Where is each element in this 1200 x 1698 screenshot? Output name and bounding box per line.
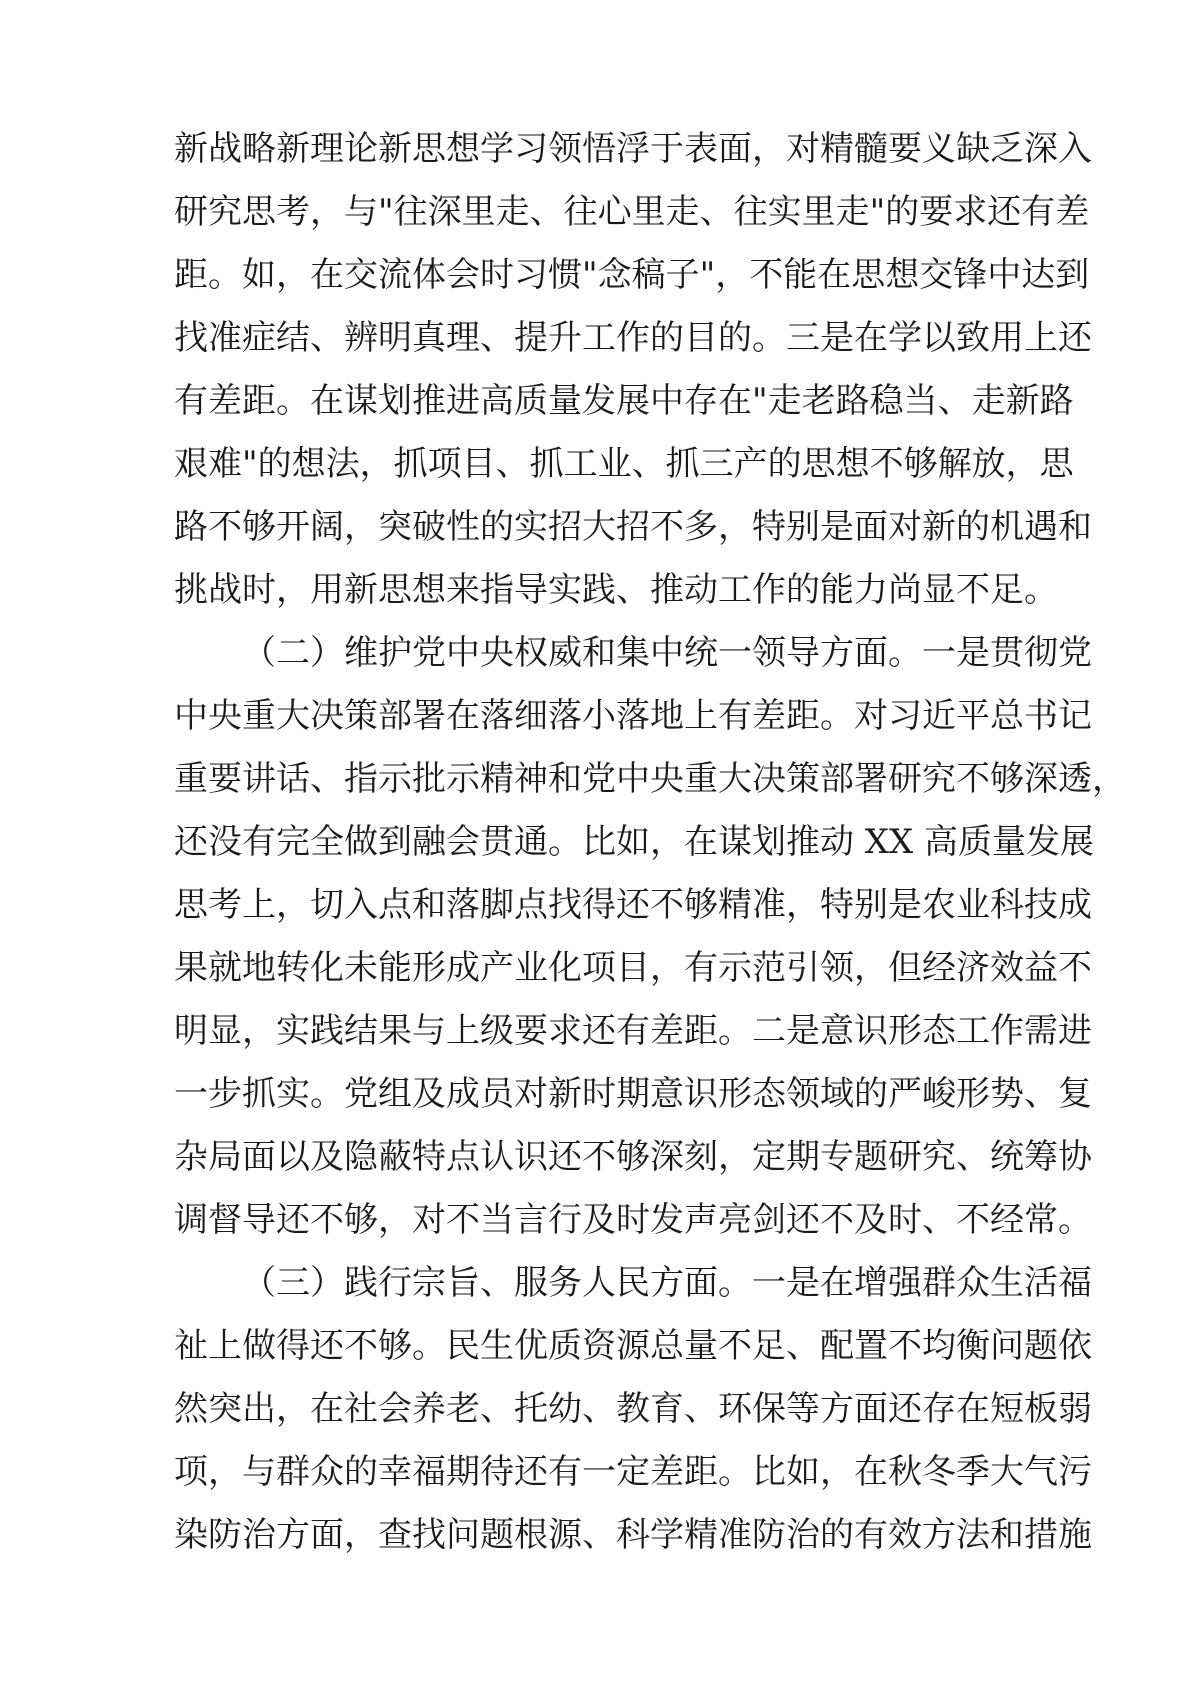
text-line: 挑战时，用新思想来指导实践、推动工作的能力尚显不足。 [174, 570, 1058, 610]
text-line: （二）维护党中央权威和集中统一领导方面。一是贯彻党 [242, 633, 1092, 673]
text-line: 路不够开阔，突破性的实招大招不多，特别是面对新的机遇和 [174, 507, 1092, 547]
text-line: 项，与群众的幸福期待还有一定差距。比如，在秋冬季大气污 [174, 1452, 1092, 1492]
text-line: 明显，实践结果与上级要求还有差距。二是意识形态工作需进 [174, 1011, 1092, 1051]
text-line: 重要讲话、指示批示精神和党中央重大决策部署研究不够深透， [174, 759, 1126, 799]
text-line: 有差距。在谋划推进高质量发展中存在"走老路稳当、走新路 [174, 381, 1074, 421]
text-line: 艰难"的想法，抓项目、抓工业、抓三产的思想不够解放，思 [174, 444, 1074, 484]
section-heading-line [174, 1252, 1092, 1315]
text-line: 距。如，在交流体会时习惯"念稿子"，不能在思想交锋中达到 [174, 255, 1090, 295]
text-line: 祉上做得还不够。民生优质资源总量不足、配置不均衡问题依 [174, 1326, 1092, 1366]
text-line: 研究思考，与"往深里走、往心里走、往实里走"的要求还有差 [174, 192, 1090, 232]
section-heading-line [174, 622, 1092, 685]
text-line: 然突出，在社会养老、托幼、教育、环保等方面还存在短板弱 [174, 1389, 1092, 1429]
text-line: 思考上，切入点和落脚点找得还不够精准，特别是农业科技成 [174, 885, 1092, 925]
text-line: 染防治方面，查找问题根源、科学精准防治的有效方法和措施 [174, 1515, 1092, 1555]
text-line: 还没有完全做到融会贯通。比如，在谋划推动 XX 高质量发展 [174, 822, 1095, 862]
text-line: 找准症结、辨明真理、提升工作的目的。三是在学以致用上还 [174, 318, 1092, 358]
text-line: 中央重大决策部署在落细落小落地上有差距。对习近平总书记 [174, 696, 1092, 736]
text-line: 调督导还不够，对不当言行及时发声亮剑还不及时、不经常。 [174, 1200, 1092, 1240]
text-line: （三）践行宗旨、服务人民方面。一是在增强群众生活福 [242, 1263, 1092, 1303]
document-body [174, 118, 1126, 1567]
text-line: 果就地转化未能形成产业化项目，有示范引领，但经济效益不 [174, 948, 1092, 988]
text-line: 杂局面以及隐蔽特点认识还不够深刻，定期专题研究、统筹协 [174, 1137, 1092, 1177]
text-line: 新战略新理论新思想学习领悟浮于表面，对精髓要义缺乏深入 [174, 129, 1092, 169]
text-line: 一步抓实。党组及成员对新时期意识形态领域的严峻形势、复 [174, 1074, 1092, 1114]
